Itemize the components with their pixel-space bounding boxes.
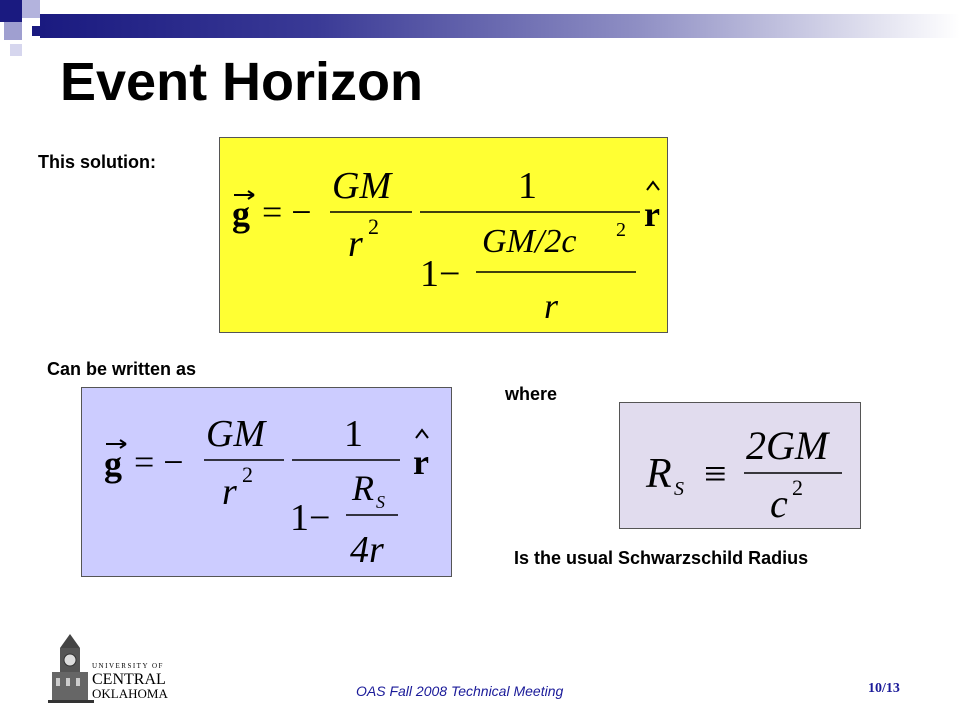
numerator-gm: GM [332,165,392,207]
equation-rewritten [82,388,451,576]
four-r: 4r [350,529,384,571]
equiv-symbol: ≡ [704,451,727,496]
symbol-g: g [104,444,122,484]
symbol-g: g [232,194,250,234]
symbol-r-hat: r [644,194,660,234]
inner-numerator: GM/2c [482,223,577,260]
label-this-solution: This solution: [38,152,156,172]
denominator-r: r [222,471,237,513]
equation-box-rewritten [81,387,452,577]
rs-subscript: S [674,478,684,500]
inner-denominator: r [544,286,559,326]
header-square-pale [10,44,22,56]
logo-line2: CENTRAL [92,671,166,688]
numerator-2gm: 2GM [746,423,829,468]
header-square-light [22,0,40,18]
equation-box-original [219,137,668,333]
exponent-2: 2 [242,462,253,487]
equation-box-schwarzschild [619,402,861,529]
label-schwarzschild-radius: Is the usual Schwarzschild Radius [514,548,809,568]
header-square-navy [32,26,42,36]
exponent-2: 2 [368,214,379,239]
equation-original [220,138,667,332]
rs-subscript: S [376,492,385,512]
numerator-one: 1 [344,413,363,455]
hat-icon [647,182,659,190]
numerator-gm: GM [206,413,266,455]
label-where: where [505,384,558,404]
rs-symbol: R [352,468,374,508]
denominator-r: r [348,223,363,265]
rs-symbol: R [646,451,672,497]
slide-title: Event Horizon [60,52,424,112]
hat-icon [416,430,428,438]
symbol-r-hat: r [413,442,429,482]
one-minus: 1− [290,497,331,539]
clock-tower-icon [48,632,178,704]
uco-logo [48,632,178,704]
numerator-one: 1 [518,165,537,207]
one-minus: 1− [420,253,461,295]
footer-meeting: OAS Fall 2008 Technical Meeting [356,683,564,699]
equals-minus: = − [134,442,184,482]
header-square-mid [4,22,22,40]
equation-schwarzschild [620,403,860,528]
denominator-exponent: 2 [792,475,803,500]
inner-exponent: 2 [616,219,626,241]
logo-line1: UNIVERSITY OF [92,662,164,670]
header-gradient-bar [40,14,960,38]
logo-line3: OKLAHOMA [92,686,168,701]
equals-minus: = − [262,192,312,232]
header-square-dark [0,0,22,22]
denominator-c: c [770,481,788,526]
label-can-be-written-as: Can be written as [47,359,197,379]
page-number: 10/13 [868,681,900,696]
